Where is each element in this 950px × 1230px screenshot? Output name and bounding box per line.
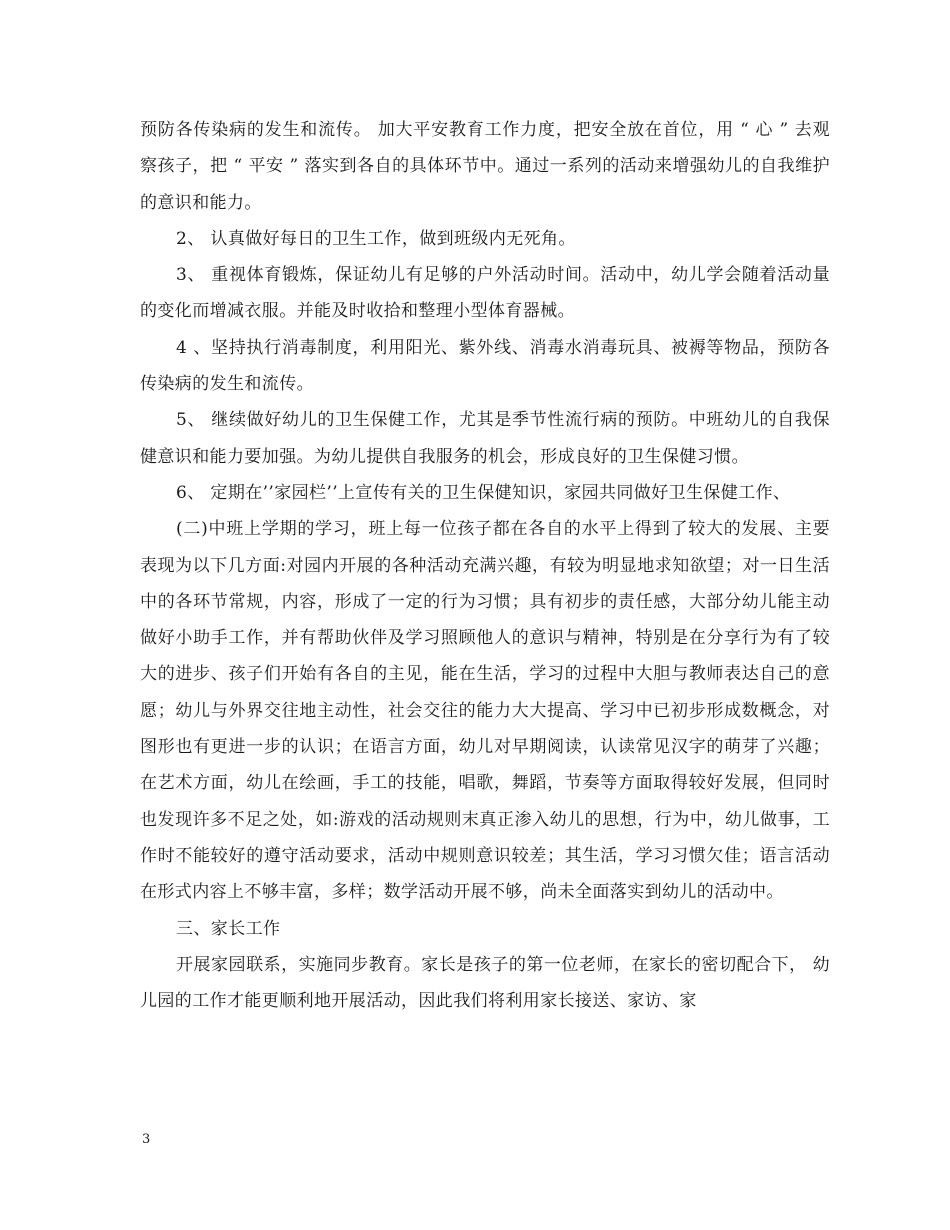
page-number: 3: [142, 1132, 151, 1147]
paragraph-1: 预防各传染病的发生和流传。 加大平安教育工作力度，把安全放在首位，用 “ 心 ” 去观察孩子，把 “ 平安 ” 落实到各自的具体环节中。通过一系列的活动来增强幼儿的自我维护的意识和能力。: [140, 120, 830, 213]
section-heading-parent-work: 三、家长工作: [176, 918, 281, 939]
document-body: [140, 112, 830, 1019]
paragraph-9: 开展家园联系，实施同步教育。家长是孩子的第一位老师，在家长的密切配合下， 幼儿园的工作才能更顺利地开展活动，因此我们将利用家长接送、家访、家: [140, 954, 830, 1012]
paragraph-4: 4 、坚持执行消毒制度，利用阳光、紫外线、消毒水消毒玩具、被褥等物品，预防各传染病的发生和流传。: [140, 337, 830, 395]
paragraph-2: 2、 认真做好每日的卫生工作，做到班级内无死角。: [176, 228, 576, 249]
paragraph-7: (二)中班上学期的学习，班上每一位孩子都在各自的水平上得到了较大的发展、主要表现为以下几方面:对园内开展的各种活动充满兴趣，有较为明显地求知欲望；对一日生活中的各环节常规，内容，形成了一定的行为习惯；具有初步的责任感，大部分幼儿能主动做好小助手工作，并有帮助伙伴及学习照顾他人的意识与精神，特别是在分享行为有了较大的进步、孩子们开始有各自的主见，能在生活，学习的过程中大胆与教师表达自己的意愿；幼儿与外界交往地主动性，社会交往的能力大大提高、学习中已初步形成数概念，对图形也有更进一步的认识；在语言方面，幼儿对早期阅读，认读常见汉字的萌芽了兴趣；在艺术方面，幼儿在绘画，手工的技能，唱歌，舞蹈，节奏等方面取得较好发展，但同时也发现许多不足之处，如:游戏的活动规则末真正渗入幼儿的思想，行为中，幼儿做事，工作时不能较好的遵守活动要求，活动中规则意识较差；其生活，学习习惯欠佳；语言活动在形式内容上不够丰富，多样；数学活动开展不够，尚未全面落实到幼儿的活动中。: [140, 519, 830, 903]
paragraph-5: 5、 继续做好幼儿的卫生保健工作，尤其是季节性流行病的预防。中班幼儿的自我保健意识和能力要加强。为幼儿提供自我服务的机会，形成良好的卫生保健习惯。: [140, 410, 830, 467]
paragraph-3: 3、 重视体育锻炼，保证幼儿有足够的户外活动时间。活动中，幼儿学会随着活动量的变化而增减衣服。并能及时收拾和整理小型体育器械。: [140, 265, 830, 322]
paragraph-6: 6、 定期在’’家园栏’’上宣传有关的卫生保健知识，家园共同做好卫生保健工作、: [176, 482, 791, 503]
